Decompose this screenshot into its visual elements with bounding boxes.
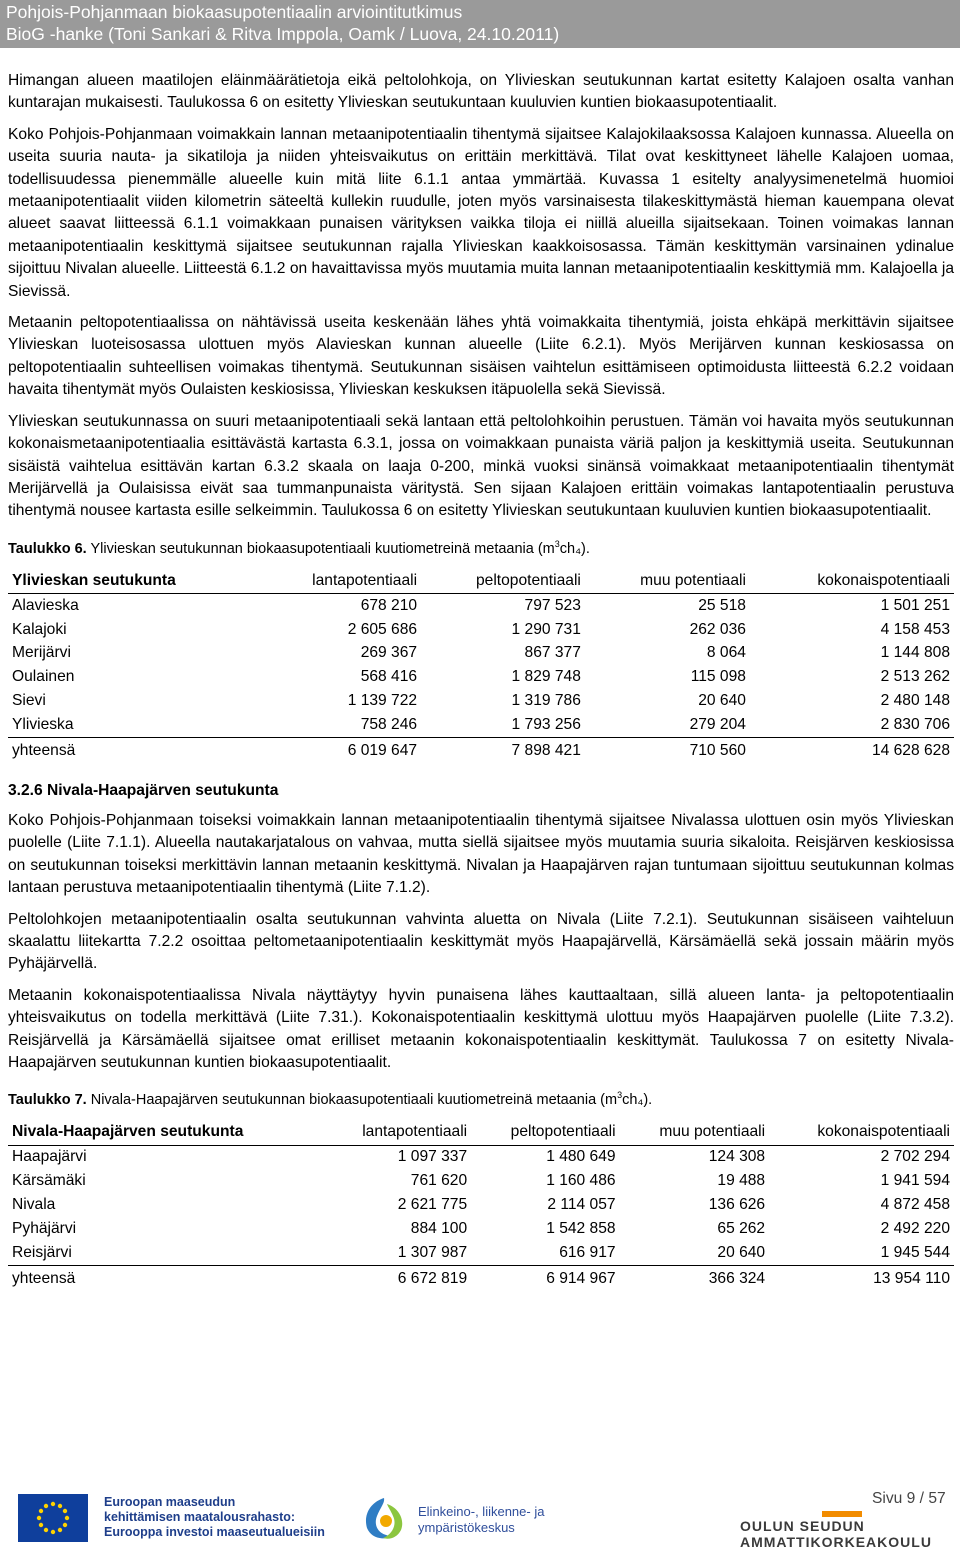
table-cell: 1 480 649 [546, 1148, 616, 1166]
paragraph: Ylivieskan seutukunnassa on suuri metaanipotentiaali sekä lantaan että peltolohkoihin perustuen. Tämän voi havaita myös seutukunnan kokonaismetaanipotentiaalia esittävästä kartasta 6.3.1, jossa on voimakkaan punaista väriä paljon ja keskittymiä useita. Seutukunnan sisäistä vaihtelua esittävän kartan 6.3.2 skaala on laaja 0-200, minkä vuoksi sinänsä voimakkaat metaanipotentiaalin tihentymät Merijärvellä ja Oulaisissa eivät saa tummanpunaista väritystä. Sen sijaan Kalajoen erittäin voimakas lantapotentiaalin perustuva tihentymä nousee kartasta esille selkeimmin. Taulukossa 6 on esitetty Ylivieskan seutukuntaan kuuluvien kuntien biokaasupotentiaalit. [8, 412, 954, 520]
table-row [8, 666, 954, 690]
table-cell: yhteensä [8, 1265, 323, 1292]
table-cell: 1 139 722 [347, 692, 418, 709]
ely-text-line: Elinkeino-, liikenne- ja [418, 1504, 545, 1519]
table-row [8, 594, 954, 618]
caption-label: Taulukko 6. [8, 540, 87, 557]
caption-tail: ch₄). [559, 540, 590, 557]
eu-text-line: Eurooppa investoi maaseutualueisiin [104, 1525, 325, 1539]
table-7 [8, 1121, 954, 1291]
table-cell: 2 830 706 [880, 715, 950, 733]
table-cell: 136 626 [708, 1196, 766, 1214]
ely-text-line: ympäristökeskus [418, 1520, 515, 1535]
table-cell: 678 210 [360, 596, 418, 614]
table-row [8, 642, 954, 666]
table-cell: 25 518 [698, 596, 746, 614]
table-cell: 616 917 [559, 1243, 616, 1261]
table-row [8, 1217, 954, 1241]
table-cell: 124 308 [708, 1148, 766, 1166]
table-cell: Alavieska [12, 596, 79, 614]
table-cell: 1 160 486 [546, 1172, 616, 1190]
table-cell: Sievi [12, 692, 46, 709]
table-row [8, 689, 954, 713]
table-cell: 761 620 [410, 1172, 468, 1190]
table-cell: Oulainen [12, 668, 75, 686]
table-cell: 1 829 748 [511, 668, 581, 686]
table-cell: Pyhäjärvi [12, 1219, 77, 1237]
caption-text: Nivala-Haapajärven seutukunnan biokaasupotentiaali kuutiometreinä metaania (m [90, 1092, 618, 1109]
table-cell: 279 204 [689, 715, 746, 733]
table-cell: 2 492 220 [880, 1219, 950, 1237]
table-cell: 1 501 251 [880, 596, 950, 614]
oamk-text-line: OULUN SEUDUN [740, 1518, 865, 1534]
eu-flag-logo [18, 1494, 88, 1542]
eu-text-line: kehittämisen maatalousrahasto: [104, 1510, 296, 1524]
document-body [8, 70, 954, 1306]
table-cell: 1 941 594 [880, 1172, 950, 1190]
table-cell: 262 036 [689, 620, 746, 638]
table-cell: 2 513 262 [880, 668, 950, 686]
table-cell: 1 793 256 [511, 715, 581, 733]
column-header: peltopotentiaali [421, 570, 585, 594]
table-cell: 797 523 [524, 596, 581, 614]
caption-sup: 3 [617, 1090, 623, 1101]
table-cell: 1 290 731 [511, 620, 581, 638]
table-row [8, 1145, 954, 1169]
table-row [8, 713, 954, 737]
paragraph: Koko Pohjois-Pohjanmaan toiseksi voimakkain lannan metaanipotentiaalin tihentymä sijaitsee Nivalassa ulottuen osin myös Ylivieskan puolelle (Liite 7.1.1). Alueella nautakarjatalous on vahvaa, mutta siellä sijaitsee myös muutamia suuria sikaloita. Reisjärven keskiosissa on seutukunnan toiseksi merkittävin lannan metaanin keskittymä. Nivalan ja Haapajärven rajan tuntumaan sijoittuu seutukunnan kolmas lantaan perustuva metaanipotentiaalin tihentymä (Liite 7.1.2). [8, 811, 954, 897]
header-title: Pohjois-Pohjanmaan biokaasupotentiaalin arviointitutkimus [6, 2, 463, 22]
table-cell: 4 158 453 [880, 620, 950, 638]
table-cell: Haapajärvi [12, 1148, 87, 1166]
column-header: lantapotentiaali [257, 570, 421, 594]
table-total-row [8, 1265, 954, 1292]
column-header: Nivala-Haapajärven seutukunta [8, 1121, 323, 1145]
table-cell: 867 377 [524, 644, 581, 662]
table-cell: Merijärvi [12, 644, 71, 662]
page-number: Sivu 9 / 57 [872, 1490, 946, 1507]
caption-tail: ch₄). [622, 1092, 653, 1109]
table-total-row [8, 737, 954, 764]
table-row [8, 1170, 954, 1194]
ely-logo [357, 1494, 411, 1544]
table-cell: 269 367 [360, 644, 418, 662]
table-cell: 2 702 294 [880, 1148, 950, 1166]
table-cell: 1 097 337 [397, 1148, 468, 1166]
table-cell: yhteensä [8, 737, 257, 764]
page-footer [0, 1478, 960, 1554]
table-cell: 366 324 [620, 1265, 770, 1292]
oamk-logo-mark [822, 1506, 862, 1516]
table-cell: 20 640 [698, 692, 746, 709]
column-header: Ylivieskan seutukunta [8, 570, 257, 594]
column-header: muu potentiaali [585, 570, 750, 594]
table-cell: Kärsämäki [12, 1172, 86, 1190]
table-cell: 710 560 [585, 737, 750, 764]
table-cell: 6 914 967 [471, 1265, 619, 1292]
column-header: muu potentiaali [620, 1121, 770, 1145]
ely-text [418, 1504, 544, 1536]
caption-sup: 3 [554, 538, 560, 549]
column-header: lantapotentiaali [323, 1121, 471, 1145]
table-cell: 13 954 110 [769, 1265, 954, 1292]
paragraph: Himangan alueen maatilojen eläinmäärätietoja eikä peltolohkoja, on Ylivieskan seutukunnan kartat esitetty Kalajoen osalta vanhan kuntarajan mukaisesti. Taulukossa 6 on esitetty Ylivieskan seutukuntaan kuuluvien kuntien biokaasupotentiaalit. [8, 72, 954, 112]
table-cell: 8 064 [706, 644, 746, 662]
table-cell: 758 246 [360, 715, 418, 733]
table-cell: 65 262 [717, 1219, 766, 1237]
table-cell: 568 416 [360, 668, 418, 686]
caption-text: Ylivieskan seutukunnan biokaasupotentiaali kuutiometreinä metaania (m [90, 540, 555, 557]
table-cell: 1 945 544 [880, 1243, 950, 1261]
table-cell: 2 605 686 [347, 620, 418, 638]
table-cell: 1 319 786 [511, 692, 581, 709]
column-header: peltopotentiaali [471, 1121, 619, 1145]
table-cell: 7 898 421 [421, 737, 585, 764]
paragraph: Peltolohkojen metaanipotentiaalin osalta seutukunnan vahvinta aluetta on Nivala (Liite 7.2.1). Seutukunnan sisäiseen vaihteluun skaalattu liitekartta 7.2.2 osoittaa peltometaanipotentiaalin keskittymät myös Haapajärvellä, Kärsämäellä sekä jossain määrin myös Pyhäjärvellä. [8, 910, 954, 973]
table-row [8, 618, 954, 642]
document-header [0, 0, 960, 48]
table-6 [8, 570, 954, 764]
table-cell: 4 872 458 [880, 1196, 950, 1214]
table-cell: 19 488 [717, 1172, 766, 1190]
oamk-logo-text [740, 1518, 932, 1550]
table-row [8, 1241, 954, 1265]
table-cell: 6 672 819 [323, 1265, 471, 1292]
table-header-row [8, 1121, 954, 1145]
eu-text-line: Euroopan maaseudun [104, 1495, 236, 1509]
column-header: kokonaispotentiaali [750, 570, 954, 594]
table-cell: Reisjärvi [12, 1243, 72, 1261]
table-cell: 14 628 628 [750, 737, 954, 764]
table-cell: 1 307 987 [397, 1243, 468, 1261]
table-7-caption [8, 1090, 954, 1110]
paragraph: Koko Pohjois-Pohjanmaan voimakkain lannan metaanipotentiaalin tihentymä sijaitsee Kalajokilaaksossa Kalajoen kunnassa. Alueella on useita suuria nauta- ja sikatiloja ja niiden yhteisvaikutus on erittäin merkittävä. Tilat ovat keskittyneet lähelle Kalajoen uomaa, todellisuudessa pienemmälle alueelle kuin mitä liite 6.1.1 antaa ymmärtää. Kuvassa 1 esitelty analyysimenetelmä huomioi metaanipotentiaalit viiden kilometrin säteeltä kullekin ruudulle, joten myös varsinaisesta tilakeskittymästä hieman kauempana olevat alueet saavat liitteessä 6.1.1 voimakkaan punaisen värityksen vaikka tiloja ei niillä alueilla sijaitsekaan. Toinen voimakas lannan metaanipotentiaalin keskittymä sijaitsee seutukunnan rajalla Ylivieskan kaakkoisosassa. Tämän keskittymän varsinainen ydinalue sijoittuu Nivalan alueelle. Liitteestä 6.1.2 on havaittavissa myös muutamia muita lannan metaanipotentiaalin keskittymiä mm. Kalajoella ja Sievissä. [8, 125, 954, 300]
table-cell: Nivala [12, 1196, 56, 1214]
table-cell: 1 542 858 [546, 1219, 616, 1237]
table-cell: Ylivieska [12, 715, 74, 733]
table-row [8, 1193, 954, 1217]
table-cell: 884 100 [410, 1219, 468, 1237]
header-subtitle: BioG -hanke (Toni Sankari & Ritva Imppola, Oamk / Luova, 24.10.2011) [6, 24, 560, 44]
table-cell: 1 144 808 [880, 644, 950, 662]
caption-label: Taulukko 7. [8, 1092, 87, 1109]
table-header-row [8, 570, 954, 594]
paragraph: Metaanin kokonaispotentiaalissa Nivala näyttäytyy hyvin punaisena lähes kauttaaltaan, sillä alueen lanta- ja peltopotentiaalin yhteisvaikutus on todella merkittävä (Liite 7.31.). Kokonaispotentiaalin keskittymä ulottuu myös Haapajärven puolelle (Liite 7.3.2). Reisjärvellä ja Kärsämäellä sijaitsee omat erilliset metaanin kokonaispotentiaalin keskittymät. Taulukossa 7 on esitetty Nivala-Haapajärven seutukunnan kuntien biokaasupotentiaalit. [8, 986, 954, 1071]
table-cell: 2 621 775 [397, 1196, 468, 1214]
table-cell: Kalajoki [12, 620, 67, 638]
table-cell: 2 480 148 [880, 692, 950, 709]
paragraph: Metaanin peltopotentiaalissa on nähtävissä useita keskenään lähes yhtä voimakkaita tihentymiä, joista ehkäpä merkittävin sijaitsee Ylivieskan luoteisosassa ulottuen myös Alavieskan kunnan alueelle (Liite 6.2.1). Myös Merijärven kunnan keskiosassa on peltopotentiaalin suhteellisen voimakas tihentymä. Seutukunnan sisäisen vaihtelun esittämiseen optimoidusta liitteestä 6.2.2 voidaan havaita tihentymät myös Oulaisten keskiosissa, Ylivieskan keskuksen itäpuolella sekä Sievissä. [8, 314, 954, 399]
section-heading: 3.2.6 Nivala-Haapajärven seutukunta [8, 781, 279, 799]
table-cell: 115 098 [690, 668, 746, 686]
eu-fund-text [104, 1495, 325, 1540]
table-6-caption [8, 539, 954, 559]
oamk-text-line: AMMATTIKORKEAKOULU [740, 1534, 932, 1550]
table-cell: 2 114 057 [547, 1196, 616, 1214]
table-cell: 20 640 [717, 1243, 766, 1261]
column-header: kokonaispotentiaali [769, 1121, 954, 1145]
table-cell: 6 019 647 [257, 737, 421, 764]
